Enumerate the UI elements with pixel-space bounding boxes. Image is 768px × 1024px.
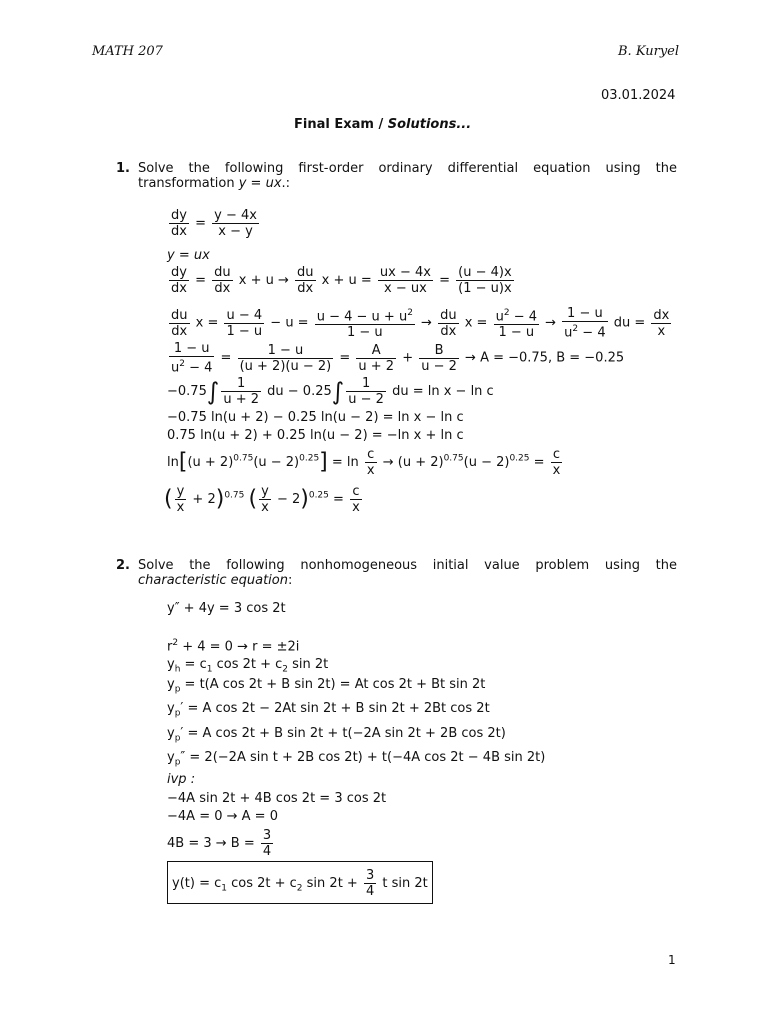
q1-equation-line-10: ( $\frac{y}{x}$ + 2)$^{0.75}$ ( $\frac{y}{x}$ − 2)$^{0.25}$ = $\frac{c}{x}$ — [164, 484, 360, 515]
q2-equation-line-8: ivp : — [167, 772, 196, 787]
page-title — [294, 117, 471, 132]
q1-equation-line-4: $\frac{du}{dx}$ x = $\frac{u - 4}{1 - u}$ − u = $\frac{u - 4 - u + u^2}{1 - u}$ → $\frac{du}{dx}$ x = $\frac{u^2 - 4}{1 - u}$ → $\frac{1 - u}{u^2 - 4}$ du = $\frac{dx}{x}$ — [171, 306, 670, 341]
q1-equation-line-1: $\frac{dy}{dx}$ = $\frac{y - 4x}{x - y}$ — [171, 208, 257, 239]
q2-equation-line-10: −4A = 0 → A = 0 — [167, 809, 278, 824]
q2-equation-line-7: $y_p'' = 2(-2A$ sin t + 2B cos 2t) + t(−4A cos 2t − 4B sin 2t) — [167, 750, 546, 768]
q2-text-before: Solve the following nonhomogeneous initial value problem using the — [138, 558, 677, 573]
question-2-text — [138, 558, 677, 588]
q1-text-before: Solve the following first-order ordinary differential equation using the transformation — [138, 161, 677, 191]
q2-equation-line-9: −4A sin 2t + 4B cos 2t = 3 cos 2t — [167, 791, 387, 806]
q2-final-answer-box: $y(t) = c_1$ $\cos 2t + c_2$ sin 2t + $\frac{3}{4}$ t sin 2t — [167, 861, 433, 904]
course-code: MATH 207 — [92, 44, 163, 59]
q2-equation-line-3: $y_h = c_1$ $\cos 2t + c_2$ sin 2t — [167, 657, 329, 675]
q1-equation-line-9: $\ln[(u + 2)^{0.75}(u - 2)^{0.25}] = \ln$ $\frac{c}{x}$ → $(u + 2)^{0.75}(u - 2)^{0.25}$ = $\frac{c}{x}$ — [167, 447, 561, 478]
q2-equation-line-1: y″ + 4y = 3 cos 2t — [167, 601, 286, 616]
q1-equation-line-6: −0.75∫ $\frac{1}{u + 2}$ du − 0.25∫ $\frac{1}{u - 2}$ du = ln x − ln c — [167, 376, 494, 407]
question-2-number: 2. — [116, 558, 130, 573]
question-1-number: 1. — [116, 161, 130, 176]
q1-equation-line-7: −0.75 ln(u + 2) − 0.25 ln(u − 2) = ln x − ln c — [167, 410, 464, 425]
q2-text-after: : — [287, 573, 293, 588]
q2-equation-line-11: 4B = 3 → B = $\frac{3}{4}$ — [167, 828, 272, 859]
author-name: B. Kuryel — [618, 44, 680, 59]
q2-equation-line-2: $r^2 + 4 = 0 \to r = \pm 2i$ — [167, 638, 300, 655]
title-italic: Solutions... — [387, 117, 472, 132]
q1-equation-line-5: $\frac{1 - u}{u^2 - 4}$ = $\frac{1 - u}{(u + 2)(u - 2)}$ = $\frac{A}{u + 2}$ + $\frac{B}{u - 2}$ → A = −0.75, B = −0.25 — [171, 341, 625, 376]
q2-text-italic: characteristic equation — [138, 573, 288, 588]
q1-equation-line-8: 0.75 ln(u + 2) + 0.25 ln(u − 2) = −ln x + ln c — [167, 428, 464, 443]
q1-text-after: .: — [281, 176, 291, 191]
q2-equation-line-5: $y_p' = A$ cos 2t − 2At sin 2t + B sin 2t + 2Bt cos 2t — [167, 701, 490, 719]
q1-text-math: y = ux — [238, 176, 282, 191]
title-main: Final Exam / — [294, 117, 388, 132]
q2-equation-line-4: $y_p = t(A$ cos 2t + B sin 2t) = At cos 2t + Bt sin 2t — [167, 677, 486, 695]
question-1-text — [138, 161, 677, 191]
q1-equation-line-2: y = ux — [167, 248, 210, 263]
q1-equation-line-3: $\frac{dy}{dx}$ = $\frac{du}{dx}$ x + u → $\frac{du}{dx}$ x + u = $\frac{ux - 4x}{x - ux}$ = $\frac{(u - 4)x}{(1 - u)x}$ — [171, 265, 512, 296]
page-number: 1 — [668, 953, 676, 967]
exam-date: 03.01.2024 — [601, 88, 676, 103]
q2-equation-line-6: $y_p' = A$ cos 2t + B sin 2t + t(−2A sin 2t + 2B cos 2t) — [167, 726, 506, 744]
